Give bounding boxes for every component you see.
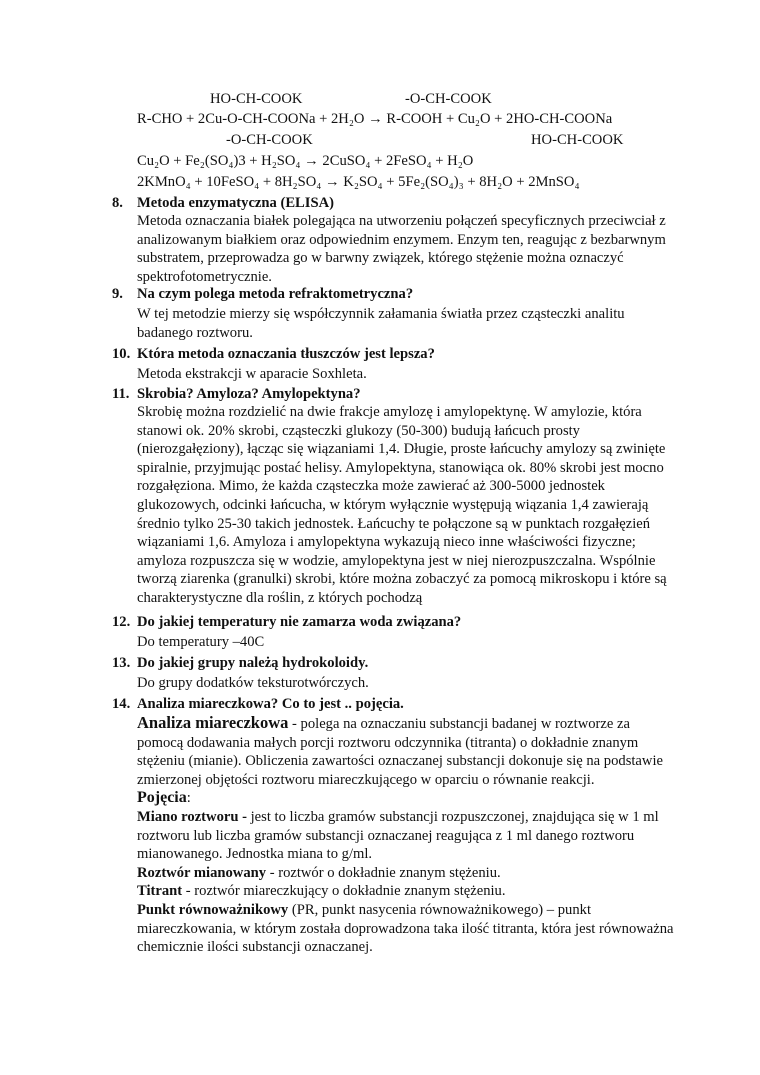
concepts-heading: [137, 789, 677, 808]
reaction-line-4: Cu₂O + Fe₂(SO₄)3 + H₂SO₄ → 2CuSO₄ + 2FeSO₄ + H₂O: [137, 153, 474, 169]
question-number: 8.: [112, 195, 123, 211]
question-number: 11.: [112, 386, 130, 402]
answer-text: Metoda oznaczania białek polegająca na utworzeniu połączeń specyficznych przeciwciał z analizowanym białkiem oraz odpowiednim enzymem. Enzym ten, reagując z bezbarwnym substratem, przeprowadza go w barwny związek, którego stężenie można oznaczyć spektrofotometrycznie.: [137, 213, 666, 285]
question-title: Skrobia? Amyloza? Amylopektyna?: [137, 386, 361, 402]
question-answer: [137, 714, 677, 957]
reaction-line-2: R-CHO + 2Cu-O-CH-COONa + 2H₂O → R-COOH + Cu₂O + 2HO-CH-COONa: [137, 111, 613, 127]
question-number: 9.: [112, 286, 123, 302]
concept-definition: (PR, punkt nasycenia równoważnikowego) – punkt miareczkowania, w którym została doprowadzona taka ilość titranta, która jest równoważna chemicznie ilości substancji oznaczanej.: [137, 901, 674, 956]
reaction-line-3a: -O-CH-COOK: [226, 132, 313, 148]
definition-term: Analiza miareczkowa: [137, 713, 289, 732]
concept-definition: - roztwór o dokładnie znanym stężeniu.: [266, 864, 501, 881]
concepts-heading-colon: :: [186, 790, 191, 807]
question-heading: [112, 194, 334, 213]
question-title: Analiza miareczkowa? Co to jest .. pojęcia.: [137, 696, 404, 712]
question-heading: [112, 285, 413, 304]
question-answer: [137, 674, 677, 693]
question-title: Metoda enzymatyczna (ELISA): [137, 195, 334, 211]
concept-item: [137, 864, 677, 883]
question-title: Na czym polega metoda refraktometryczna?: [137, 286, 414, 302]
question-heading: [112, 385, 361, 404]
answer-text: Do grupy dodatków teksturotwórczych.: [137, 675, 369, 691]
answer-text: Metoda ekstrakcji w aparacie Soxhleta.: [137, 366, 367, 382]
question-number: 12.: [112, 614, 131, 630]
question-number: 13.: [112, 655, 131, 671]
question-title: Która metoda oznaczania tłuszczów jest lepsza?: [137, 346, 435, 362]
question-title: Do jakiej temperatury nie zamarza woda związana?: [137, 614, 462, 630]
concept-definition: jest to liczba gramów substancji rozpuszczonej, znajdująca się w 1 ml roztworu lub liczba gramów substancji oznaczanej reagująca z 1 ml danego roztworu mianowanego. Jednostka miana to g/ml.: [137, 808, 659, 863]
answer-text: W tej metodzie mierzy się współczynnik załamania światła przez cząsteczki analitu badanego roztworu.: [137, 306, 625, 341]
question-number: 14.: [112, 696, 131, 712]
question-number: 10.: [112, 346, 131, 362]
concepts-heading-text: Pojęcia: [137, 789, 187, 807]
answer-text: Skrobię można rozdzielić na dwie frakcje amylozę i amylopektynę. W amylozie, która stanowi ok. 20% skrobi, cząsteczki glukozy (50-300) budują łańcuch prosty (nierozgałęziony), łącząc się wiązaniami 1,4. Długie, proste łańcuchy amylozy są zwinięte spiralnie, przyjmując postać helisy. Amylopektyna, stanowiąca ok. 80% skrobi jest mocno rozgałęziona. Mimo, że każda cząsteczka może zawierać aż 300-5000 jednostek glukozowych, odcinki łańcucha, w którym wyłącznie występują wiązania 1,4 zawierają średnio tylko 25-30 takich jednostek. Łańcuchy te połączone są w punktach rozgałęzień wiązaniami 1,6. Amyloza i amylopektyna wykazują nieco inne właściwości fizyczne; amyloza rozpuszcza się w wodzie, amylopektyna jest w niej nierozpuszczalna. Wspólnie tworzą ziarenka (granulki) skrobi, które można zobaczyć za pomocą mikroskopu i które są charakterystyczne dla roślin, z których pochodzą: [137, 404, 667, 606]
reaction-line-3b: HO-CH-COOK: [531, 132, 624, 148]
answer-text: Do temperatury –40C: [137, 634, 265, 650]
definition-text: - polega na oznaczaniu substancji badanej w roztworze za pomocą dodawania małych porcji roztworu odczynnika (titranta) o dokładnie znanym stężeniu (mianie). Obliczenia zawartości oznaczanej substancji dokonuje się na podstawie zmierzonej objętości roztworu miareczkującego w oparciu o równanie reakcji.: [137, 716, 663, 788]
question-answer: [137, 403, 677, 608]
concept-term: Roztwór mianowany: [137, 864, 267, 881]
definition-paragraph: [137, 714, 677, 789]
concept-item: [137, 901, 677, 957]
reaction-line-1a: HO-CH-COOK: [210, 91, 303, 107]
question-answer: [137, 633, 677, 652]
question-heading: [112, 345, 435, 364]
concept-item: [137, 808, 677, 864]
concept-term: Punkt równoważnikowy: [137, 901, 289, 918]
concept-term: Titrant: [137, 883, 183, 900]
concept-item: [137, 882, 677, 901]
question-heading: [112, 695, 404, 714]
reaction-line-5: 2KMnO₄ + 10FeSO₄ + 8H₂SO₄ → K₂SO₄ + 5Fe₂(SO₄)₃ + 8H₂O + 2MnSO₄: [137, 174, 580, 190]
concept-definition: - roztwór miareczkujący o dokładnie znanym stężeniu.: [182, 883, 506, 900]
question-heading: [112, 613, 461, 632]
reaction-line-1b: -O-CH-COOK: [405, 91, 492, 107]
question-heading: [112, 654, 368, 673]
question-title: Do jakiej grupy należą hydrokoloidy.: [137, 655, 369, 671]
question-answer: [137, 365, 677, 384]
question-answer: [137, 212, 677, 286]
question-answer: [137, 305, 677, 342]
concept-term: Miano roztworu -: [137, 808, 247, 825]
